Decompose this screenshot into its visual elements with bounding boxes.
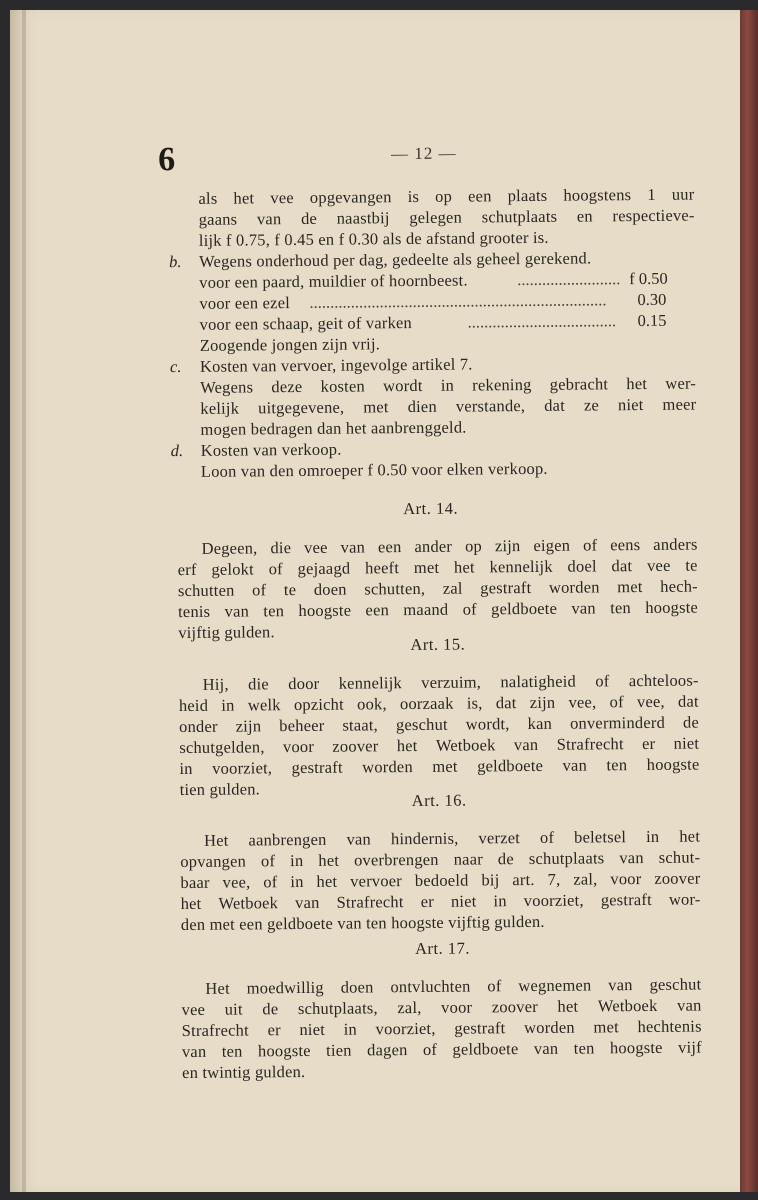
- tariff-row-amount: 0.15: [637, 310, 667, 331]
- article-line: in voorziet, gestraft worden met geldboete van ten hoogste: [179, 754, 700, 779]
- intro-line: lijk f 0.75, f 0.45 en f 0.30 als de afstand grooter is.: [198, 227, 549, 250]
- article-line: en twintig gulden.: [182, 1061, 306, 1083]
- item-d-line: Loon van den omroeper f 0.50 voor elken verkoop.: [200, 458, 548, 481]
- tariff-row-label: voor een paard, muildier of hoornbeest.: [199, 270, 468, 292]
- item-d-line: Kosten van verkoop.: [200, 439, 342, 460]
- article-line: Degeen, die vee van een ander op zijn eigen of eens anders: [201, 534, 698, 558]
- article-line: vee uit de schutplaats, zal, voor zoover het Wetboek van: [181, 995, 702, 1020]
- item-label-d: d.: [170, 441, 184, 461]
- article-line: Het aanbrengen van hindernis, verzet of beletsel in het: [204, 826, 701, 850]
- intro-line: als het vee opgevangen is op een plaats hoogstens 1 uur: [198, 184, 695, 208]
- article-line: erf gelokt of gejaagd heeft met het kennelijk doel dat vee te: [177, 555, 698, 580]
- dot-leader: .........................: [517, 269, 621, 290]
- article-line: schutgelden, voor zoover het Wetboek van Strafrecht er niet: [179, 733, 700, 758]
- article-title: Art. 16.: [411, 790, 467, 811]
- item-label-b: b.: [168, 252, 182, 272]
- article-line: tien gulden.: [179, 779, 261, 800]
- page-number: — 12 —: [391, 143, 457, 164]
- article-line: Het moedwillig doen ontvluchten of wegnemen van geschut: [205, 974, 702, 998]
- intro-line: gaans van de naastbij gelegen schutplaats en respectieve-: [198, 205, 695, 229]
- tariff-row-amount: f 0.50: [629, 268, 668, 289]
- dot-leader: ....................................: [467, 311, 617, 332]
- article-line: Strafrecht er niet in voorziet, gestraft worden met hechtenis: [181, 1016, 702, 1041]
- margin-number: 6: [157, 141, 176, 179]
- tariff-row-amount: 0.30: [637, 289, 667, 310]
- article-title: Art. 17.: [414, 938, 471, 959]
- article-line: Hij, die door kennelijk verzuim, nalatigheid of achteloos-: [202, 670, 699, 694]
- article-line: het Wetboek van Strafrecht er niet in voorziet, gestraft wor-: [180, 889, 701, 914]
- tariff-row-label: voor een ezel: [199, 293, 291, 313]
- article-line: schutten of te doen schutten, zal gestraft worden met hech-: [177, 576, 698, 601]
- article-line: onder zijn beheer staat, geschut wordt, kan onverminderd de: [179, 712, 700, 737]
- article-line: baar vee, of in het vervoer bedoeld bij art. 7, zal, voor zoover: [180, 868, 701, 893]
- article-title: Art. 14.: [403, 498, 459, 519]
- tariff-row-label: voor een schaap, geit of varken: [199, 313, 413, 334]
- item-c-line: Wegens deze kosten wordt in rekening gebracht het wer-: [200, 373, 697, 397]
- item-label-c: c.: [169, 357, 182, 377]
- item-b-text: Wegens onderhoud per dag, gedeelte als geheel gerekend.: [198, 248, 592, 271]
- item-b-note: Zoogende jongen zijn vrij.: [199, 334, 381, 355]
- article-line: opvangen of in het overbrengen naar de schutplaats van schut-: [180, 847, 701, 872]
- item-c-line: mogen bedragen dan het aanbrenggeld.: [200, 417, 467, 439]
- article-line: vijftig gulden.: [178, 622, 275, 643]
- article-line: tenis van ten hoogste een maand of geldboete van ten hoogste: [178, 597, 699, 622]
- item-c-line: Kosten van vervoer, ingevolge artikel 7.: [199, 354, 473, 376]
- book-spine: [740, 10, 758, 1192]
- article-title: Art. 15.: [410, 634, 466, 655]
- dot-leader: ........................................................................: [309, 290, 607, 312]
- item-c-line: kelijk uitgegevene, met dien verstande, dat ze niet meer: [200, 394, 697, 418]
- article-line: heid in welk opzicht ook, oorzaak is, dat zijn vee, of vee, dat: [178, 691, 699, 716]
- article-line: den met een geldboete van ten hoogste vijftig gulden.: [180, 911, 545, 935]
- article-line: van ten hoogste tien dagen of geldboete van ten hoogste vijf: [181, 1037, 702, 1062]
